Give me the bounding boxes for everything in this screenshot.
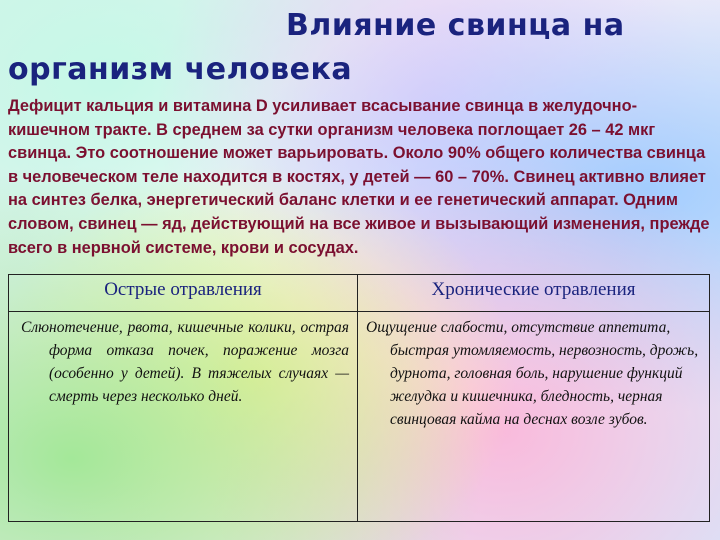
body-paragraph: Дефицит кальция и витамина D усиливает всасывание свинца в желудочно-кишечном тракте. В среднем за сутки организм человека поглощает 26 – 42 мкг свинца. Это соотношение может варьировать. Около 90% общего количества свинца в человеческом теле находится в костях, у детей — 60 – 70%. Свинец активно влияет на синтез белка, энергетический баланс клетки и ее генетический аппарат. Одним словом, свинец — яд, действующий на все живое и вызывающий изменения, прежде всего в нервной системе, крови и сосудах. bbox=[8, 97, 710, 257]
header-acute-poisoning: Острые отравления bbox=[9, 275, 358, 311]
slide-title bbox=[8, 4, 708, 92]
header-chronic-poisoning: Хронические отравления bbox=[431, 279, 636, 300]
poisoning-table bbox=[8, 274, 710, 522]
table-row bbox=[9, 312, 709, 522]
table-header-row bbox=[9, 275, 709, 312]
cell-chronic-symptoms: Ощущение слабости, отсутствие аппетита, быстрая утомляемость, нервозность, дрожь, дурнота, головная боль, нарушение функций желудка и кишечника, бледность, черная свинцовая кайма на деснах возле зубов. bbox=[366, 319, 699, 428]
title-line-1: Влияние свинца на bbox=[286, 8, 625, 43]
cell-acute-symptoms: Слюнотечение, рвота, кишечные колики, острая форма отказа почек, поражение мозга (особенно у детей). В тяжелых случаях — смерть через несколько дней. bbox=[9, 312, 358, 522]
title-line-2: организм человека bbox=[8, 52, 353, 87]
